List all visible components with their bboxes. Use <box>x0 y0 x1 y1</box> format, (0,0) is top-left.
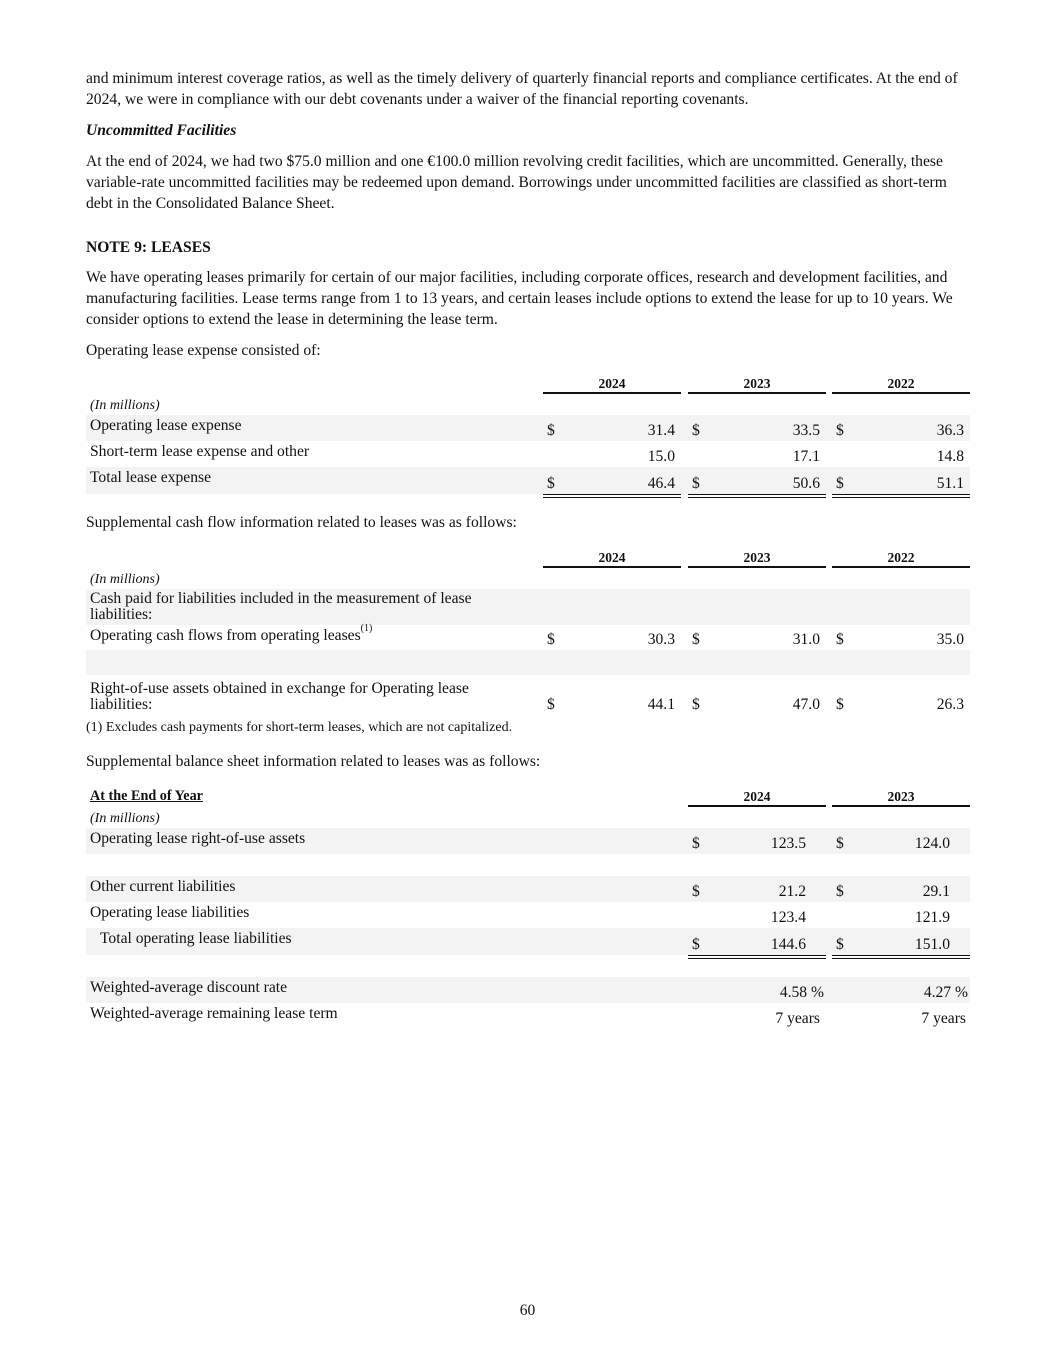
currency-symbol: $ <box>547 422 555 439</box>
value-cell: 4.58 % <box>779 984 824 1001</box>
year-header: 2024 <box>543 549 681 568</box>
value-cell: 121.9 <box>914 909 950 926</box>
value-cell: 46.4 <box>647 475 675 492</box>
note-9-heading: NOTE 9: LEASES <box>86 239 211 256</box>
footnote-marker: (1) <box>360 622 373 634</box>
currency-symbol: $ <box>836 475 844 492</box>
table-row <box>86 589 970 625</box>
table-row <box>86 622 970 650</box>
currency-symbol: $ <box>692 696 700 713</box>
table-row <box>86 467 970 494</box>
uncommitted-facilities-heading: Uncommitted Facilities <box>86 122 237 139</box>
table-row <box>86 977 970 1003</box>
value-cell: 31.4 <box>647 422 675 439</box>
value-cell: 17.1 <box>792 448 820 465</box>
units-label: (In millions) <box>90 398 160 413</box>
value-cell: 151.0 <box>914 936 950 953</box>
year-header: 2023 <box>688 375 826 394</box>
currency-symbol: $ <box>692 631 700 648</box>
table-row <box>86 415 970 441</box>
note-9-paragraph: We have operating leases primarily for certain of our major facilities, including corporate offices, research and development facilities, and manufacturing facilities. Lease terms range from 1 to 13 years, and certain leases include options to extend the lease for up to 10 years. We consider options to extend the lease in determining the lease term. <box>86 269 953 328</box>
row-label: Weighted-average remaining lease term <box>90 1005 338 1022</box>
table-header-row <box>86 375 970 397</box>
value-cell: 7 years <box>921 1010 966 1027</box>
value-cell: 31.0 <box>792 631 820 648</box>
row-label <box>90 622 373 644</box>
lease-expense-table <box>86 375 970 494</box>
row-label: Other current liabilities <box>90 878 236 895</box>
row-label: Cash paid for liabilities included in the measurement of lease liabilities: <box>90 590 472 623</box>
value-cell: 7 years <box>775 1010 820 1027</box>
page-content <box>86 68 970 1029</box>
balance-sheet-table <box>86 788 970 1029</box>
value-cell: 29.1 <box>922 883 950 900</box>
cashflow-intro: Supplemental cash flow information related to leases was as follows: <box>86 514 517 531</box>
row-label-text: Operating cash flows from operating leases <box>90 627 361 644</box>
balance-intro: Supplemental balance sheet information related to leases was as follows: <box>86 753 541 770</box>
currency-symbol: $ <box>547 696 555 713</box>
row-label: Total operating lease liabilities <box>100 930 292 947</box>
table-row <box>86 928 970 955</box>
row-label: Operating lease liabilities <box>90 904 250 921</box>
currency-symbol: $ <box>836 835 844 852</box>
currency-symbol: $ <box>692 422 700 439</box>
cashflow-table <box>86 549 970 737</box>
value-cell: 35.0 <box>936 631 964 648</box>
intro-paragraph-uncommitted: At the end of 2024, we had two $75.0 million and one €100.0 million revolving credit facilities, which are uncommitted. Generally, these variable-rate uncommitted facilities may be redeemed upon demand. Borrowings under uncommitted facilities are classified as short-term debt in the Consolidated Balance Sheet. <box>86 153 947 212</box>
currency-symbol: $ <box>692 835 700 852</box>
value-cell: 44.1 <box>647 696 675 713</box>
row-label: Operating lease right-of-use assets <box>90 830 306 847</box>
year-header: 2023 <box>832 788 970 807</box>
value-cell: 144.6 <box>770 936 806 953</box>
table-row <box>86 1003 970 1029</box>
value-cell: 15.0 <box>647 448 675 465</box>
value-cell: 51.1 <box>936 475 964 492</box>
table-header-row <box>86 788 970 810</box>
currency-symbol: $ <box>836 936 844 953</box>
spacer-row <box>86 650 970 675</box>
intro-paragraph-covenants: and minimum interest coverage ratios, as well as the timely delivery of quarterly financial reports and compliance certificates. At the end of 2024, we were in compliance with our debt covenants under a waiver of the financial reporting covenants. <box>86 70 958 108</box>
year-header: 2022 <box>832 375 970 394</box>
units-label: (In millions) <box>90 572 160 587</box>
year-header: 2023 <box>688 549 826 568</box>
value-cell: 4.27 % <box>923 984 968 1001</box>
currency-symbol: $ <box>836 883 844 900</box>
value-cell: 30.3 <box>647 631 675 648</box>
value-cell: 33.5 <box>792 422 820 439</box>
value-cell: 124.0 <box>914 835 950 852</box>
year-header: 2024 <box>688 788 826 807</box>
value-cell: 123.5 <box>770 835 806 852</box>
value-cell: 14.8 <box>936 448 964 465</box>
row-label: Operating lease expense <box>90 417 242 434</box>
spacer-row <box>86 854 970 876</box>
table-row <box>86 441 970 467</box>
row-label: Total lease expense <box>90 469 212 486</box>
currency-symbol: $ <box>692 883 700 900</box>
row-label: Short-term lease expense and other <box>90 443 310 460</box>
page-number: 60 <box>519 1302 536 1319</box>
spacer-row <box>86 955 970 977</box>
units-label: (In millions) <box>90 811 160 826</box>
value-cell: 47.0 <box>792 696 820 713</box>
value-cell: 21.2 <box>778 883 806 900</box>
currency-symbol: $ <box>836 696 844 713</box>
expense-intro: Operating lease expense consisted of: <box>86 342 321 359</box>
row-label: Right-of-use assets obtained in exchange for Operating lease liabilities: <box>90 680 469 713</box>
currency-symbol: $ <box>836 631 844 648</box>
currency-symbol: $ <box>692 475 700 492</box>
value-cell: 123.4 <box>770 909 806 926</box>
currency-symbol: $ <box>547 475 555 492</box>
column-header-left: At the End of Year <box>90 788 203 804</box>
table-row <box>86 902 970 928</box>
year-header: 2024 <box>543 375 681 394</box>
value-cell: 26.3 <box>936 696 964 713</box>
currency-symbol: $ <box>836 422 844 439</box>
table-row <box>86 876 970 902</box>
value-cell: 36.3 <box>936 422 964 439</box>
year-header: 2022 <box>832 549 970 568</box>
row-label: Weighted-average discount rate <box>90 979 288 996</box>
table-row <box>86 828 970 854</box>
currency-symbol: $ <box>547 631 555 648</box>
currency-symbol: $ <box>692 936 700 953</box>
footnote: (1) Excludes cash payments for short-term leases, which are not capitalized. <box>86 720 513 735</box>
value-cell: 50.6 <box>792 475 820 492</box>
table-header-row <box>86 549 970 571</box>
table-row <box>86 675 970 715</box>
